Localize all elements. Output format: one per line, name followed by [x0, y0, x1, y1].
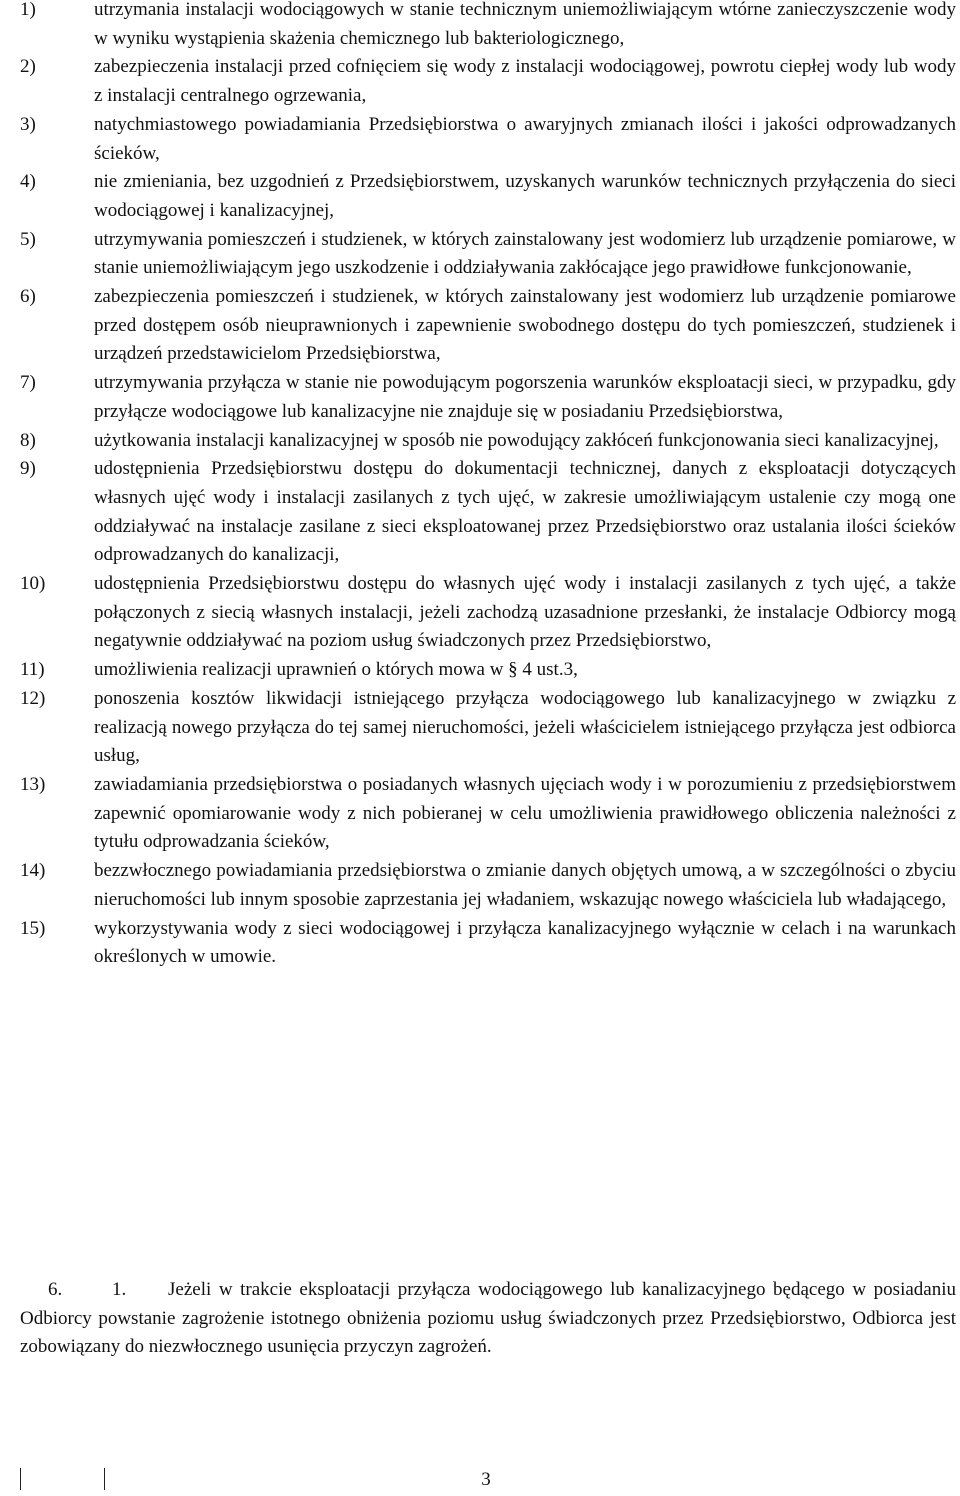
list-item-number: 15)	[20, 917, 46, 939]
list-item-number: 1)	[20, 0, 36, 20]
list-item	[20, 53, 956, 110]
section-6-paragraph	[20, 1276, 956, 1362]
list-item	[20, 369, 956, 426]
footer-mark-left	[20, 1468, 21, 1490]
list-item	[20, 168, 956, 225]
list-item	[20, 857, 956, 914]
list-item-text: zawiadamiania przedsiębiorstwa o posiadanych własnych ujęciach wody i w porozumieniu z przedsiębiorstwem zapewnić opomiarowanie wody z nich pobieranej w celu umożliwienia prawidłowego obliczenia należności z tytułu odprowadzania ścieków,	[94, 773, 956, 853]
list-item-number: 5)	[20, 228, 36, 250]
list-item-text: zabezpieczenia pomieszczeń i studzienek, w których zainstalowany jest wodomierz lub urządzenie pomiarowe przed dostępem osób nieuprawnionych i zapewnienie swobodnego dostępu do tych pomieszczeń, studzienek i urządzeń przedstawicielom Przedsiębiorstwa,	[94, 286, 956, 365]
list-item-number: 12)	[20, 687, 46, 709]
list-item	[20, 771, 956, 857]
list-item-text: zabezpieczenia instalacji przed cofnięciem się wody z instalacji wodociągowej, powrotu ciepłej wody lub wody z instalacji centralnego ogrzewania,	[94, 56, 956, 107]
list-item	[20, 570, 956, 656]
list-item-number: 11)	[20, 659, 45, 681]
list-item	[20, 111, 956, 168]
list-item	[20, 427, 956, 456]
subsection-number: 1.	[112, 1279, 127, 1300]
list-item-number: 9)	[20, 458, 36, 480]
list-item-text: ponoszenia kosztów likwidacji istniejącego przyłącza wodociągowego lub kanalizacyjnego w związku z realizacją nowego przyłącza do tej samej nieruchomości, jeżeli właścicielem istniejącego przyłącza jest odbiorca usług,	[94, 687, 956, 767]
list-item-text: bezzwłocznego powiadamiania przedsiębiorstwa o zmianie danych objętych umową, a w szczególności o zbyciu nieruchomości lub innym sposobie zaprzestania jej władaniem, wskazując nowego właściciela lub władającego,	[94, 860, 956, 910]
list-item	[20, 226, 956, 283]
list-item-text: utrzymania instalacji wodociągowych w stanie technicznym uniemożliwiającym wtórne zanieczyszczenie wody w wyniku wystąpienia skażenia chemicznego lub bakteriologicznego,	[94, 0, 956, 49]
page-number: 3	[481, 1469, 491, 1490]
list-item-number: 4)	[20, 171, 36, 193]
section-text: Jeżeli w trakcie eksploatacji przyłącza wodociągowego lub kanalizacyjnego będącego w posiadaniu Odbiorcy powstanie zagrożenie istotnego obniżenia poziomu usług świadczonych przez Przedsiębiorstwo, Odbiorca jest zobowiązany do niezwłocznego usunięcia przyczyn zagrożeń.	[20, 1279, 956, 1358]
list-item-number: 13)	[20, 773, 46, 795]
section-number: 6.	[48, 1279, 63, 1300]
list-item	[20, 455, 956, 570]
list-item-number: 2)	[20, 56, 36, 78]
list-item-text: umożliwienia realizacji uprawnień o których mowa w § 4 ust.3,	[94, 659, 578, 681]
list-item-text: utrzymywania pomieszczeń i studzienek, w których zainstalowany jest wodomierz lub urządzenie pomiarowe, w stanie uniemożliwiającym jego uszkodzenie i oddziaływania zakłócające jego prawidłowe funkcjonowanie,	[94, 228, 956, 279]
list-item-text: udostępnienia Przedsiębiorstwu dostępu do dokumentacji technicznej, danych z eksploatacji dotyczących własnych ujęć wody i instalacji zasilanych z tych ujęć, w zakresie umożliwiającym ustalenie czy mogą one oddziaływać na instalacje zasilane z sieci eksploatowanej przez Przedsiębiorstwo oraz ustalania ilości ścieków odprowadzanych do kanalizacji,	[94, 458, 956, 566]
list-item-number: 6)	[20, 286, 36, 308]
list-item	[20, 656, 956, 685]
list-item	[20, 685, 956, 771]
footer-mark-right	[104, 1468, 105, 1490]
page-footer	[0, 1466, 960, 1496]
list-item-number: 8)	[20, 429, 36, 451]
list-item-text: użytkowania instalacji kanalizacyjnej w sposób nie powodujący zakłóceń funkcjonowania sieci kanalizacyjnej,	[94, 429, 939, 451]
list-item-text: utrzymywania przyłącza w stanie nie powodującym pogorszenia warunków eksploatacji sieci, w przypadku, gdy przyłącze wodociągowe lub kanalizacyjne nie znajduje się w posiadaniu Przedsiębiorstwa,	[94, 372, 956, 422]
list-item	[20, 915, 956, 972]
list-item-text: nie zmieniania, bez uzgodnień z Przedsiębiorstwem, uzyskanych warunków technicznych przyłączenia do sieci wodociągowej i kanalizacyjnej,	[94, 171, 956, 221]
obligations-list	[20, 0, 956, 972]
list-item	[20, 0, 956, 53]
list-item-number: 10)	[20, 573, 46, 595]
list-item-text: wykorzystywania wody z sieci wodociągowej i przyłącza kanalizacyjnego wyłącznie w celach i na warunkach określonych w umowie.	[94, 917, 956, 968]
list-item-text: natychmiastowego powiadamiania Przedsiębiorstwa o awaryjnych zmianach ilości i jakości odprowadzanych ścieków,	[94, 113, 956, 164]
list-item-number: 3)	[20, 113, 36, 135]
list-item-number: 14)	[20, 860, 46, 882]
list-item	[20, 283, 956, 369]
list-item-text: udostępnienia Przedsiębiorstwu dostępu do własnych ujęć wody i instalacji zasilanych z tych ujęć, a także połączonych z siecią własnych instalacji, jeżeli zachodzą uzasadnione przesłanki, że instalacje Odbiorcy mogą negatywnie oddziaływać na poziom usług świadczonych przez Przedsiębiorstwo,	[94, 573, 956, 652]
list-item-number: 7)	[20, 372, 36, 394]
